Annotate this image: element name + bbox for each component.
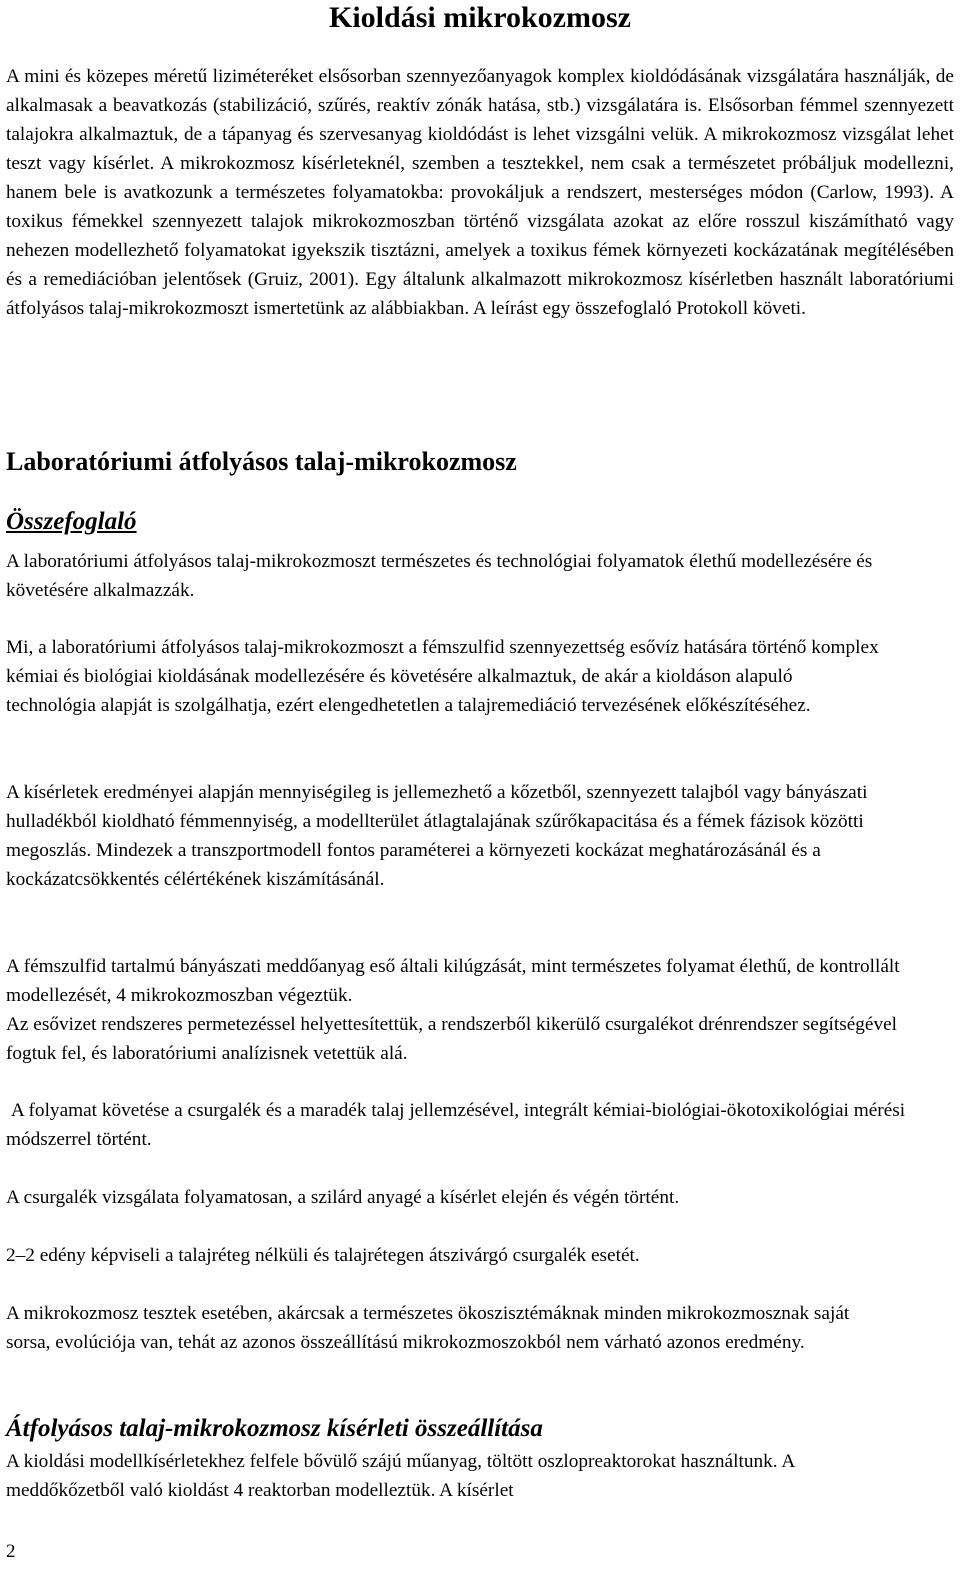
page-title: Kioldási mikrokozmosz	[329, 1, 631, 34]
summary-paragraph-5: A folyamat követése a csurgalék és a maradék talaj jellemzésével, integrált kémiai-biológiai-ökotoxikológiai mérési módszerrel történt.	[6, 1100, 910, 1150]
page-number: 2	[6, 1541, 16, 1562]
summary-paragraph-1: A laboratóriumi átfolyásos talaj-mikrokozmoszt természetes és technológiai folyamatok élethű modellezésére és követésére alkalmazzák.	[6, 551, 873, 601]
summary-paragraph-7: 2–2 edény képviseli a talajréteg nélküli és talajrétegen átszivárgó csurgalék esetét.	[6, 1245, 640, 1266]
summary-paragraph-2: Mi, a laboratóriumi átfolyásos talaj-mikrokozmoszt a fémszulfid szennyezettség esővíz hatására történő komplex kémiai és biológiai kioldásának modellezésére és követésére alkalmaztuk, de akár a kioldáson alapuló technológia alapját is szolgálhatja, ezért elengedhetetlen a talajremediáció tervezésének előkészítéséhez.	[6, 637, 879, 716]
setup-paragraph: A kioldási modellkísérletekhez felfele bővülő szájú műanyag, töltött oszlopreaktorokat használtunk. A meddőkőzetből való kioldást 4 reaktorban modelleztük. A kísérlet	[6, 1451, 795, 1501]
section-heading: Laboratóriumi átfolyásos talaj-mikrokozmosz	[6, 447, 517, 476]
summary-paragraph-3: A kísérletek eredményei alapján mennyiségileg is jellemezhető a kőzetből, szennyezett talajból vagy bányászati hulladékból kioldható fémmennyiség, a modellterület átlagtalajának szűrőkapacitása és a fémek fázisok közötti megoszlás. Mindezek a transzportmodell fontos paraméterei a környezeti kockázat meghatározásánál és a kockázatcsökkentés célértékének kiszámításánál.	[6, 782, 868, 890]
summary-paragraph-6: A csurgalék vizsgálata folyamatosan, a szilárd anyagé a kísérlet elején és végén történt.	[6, 1187, 680, 1208]
setup-heading: Átfolyásos talaj-mikrokozmosz kísérleti összeállítása	[6, 1415, 543, 1442]
summary-heading: Összefoglaló	[6, 508, 137, 535]
summary-paragraph-4: A fémszulfid tartalmú bányászati meddőanyag eső általi kilúgzását, mint természetes folyamat élethű, de kontrollált modellezését, 4 mikrokozmoszban végeztük. Az esővizet rendszeres permetezéssel helyettesítettük, a rendszerből kikerülő csurgalékot drénrendszer segítségével fogtuk fel, és laboratóriumi analízisnek vetettük alá.	[6, 956, 900, 1064]
summary-paragraph-8: A mikrokozmosz tesztek esetében, akárcsak a természetes ökoszisztémáknak minden mikrokozmosznak saját sorsa, evolúciója van, tehát az azonos összeállítású mikrokozmoszokból nem várható azonos eredmény.	[6, 1303, 850, 1353]
intro-paragraph: A mini és közepes méretű liziméteréket elsősorban szennyezőanyagok komplex kioldódásának vizsgálatára használják, de alkalmasak a beavatkozás (stabilizáció, szűrés, reaktív zónák hatása, stb.) vizsgálatára is. Elsősorban fémmel szennyezett talajokra alkalmaztuk, de a tápanyag és szervesanyag kioldódást is lehet vizsgálni velük. A mikrokozmosz vizsgálat lehet teszt vagy kísérlet. A mikrokozmosz kísérleteknél, szemben a tesztekkel, nem csak a természetet próbáljuk modellezni, hanem bele is avatkozunk a természetes folyamatokba: provokáljuk a rendszert, mesterséges módon (Carlow, 1993). A toxikus fémekkel szennyezett talajok mikrokozmoszban történő vizsgálata azokat az előre rosszul kiszámítható vagy nehezen modellezhető folyamatokat igyekszik tisztázni, amelyek a toxikus fémek környezeti kockázatának megítélésében és a remediációban jelentősek (Gruiz, 2001). Egy általunk alkalmazott mikrokozmosz kísérletben használt laboratóriumi átfolyásos talaj-mikrokozmoszt ismertetünk az alábbiakban. A leírást egy összefoglaló Protokoll követi.	[6, 66, 954, 319]
